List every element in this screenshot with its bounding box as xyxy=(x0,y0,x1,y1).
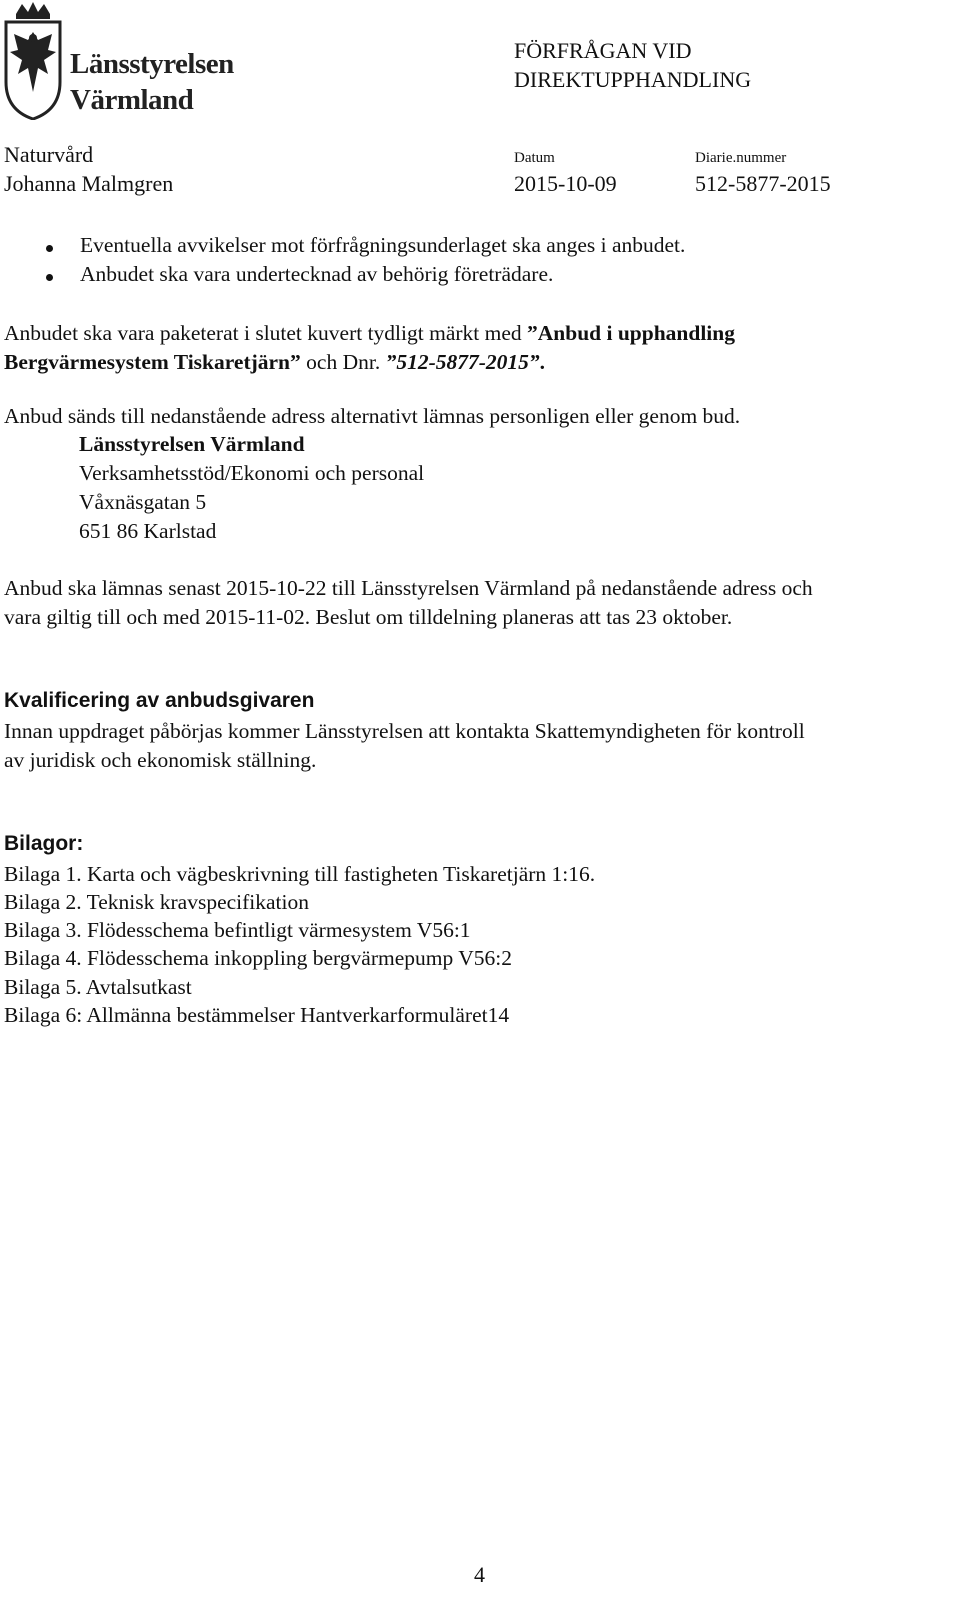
address-street: Våxnäsgatan 5 xyxy=(79,490,207,514)
bullet-item: Eventuella avvikelser mot förfrågningsunderlaget ska anges i anbudet. xyxy=(80,233,686,257)
logo-line-2: Värmland xyxy=(70,84,194,116)
diary-number-label: Diarie.nummer xyxy=(695,150,787,166)
document-type-line-2: DIREKTUPPHANDLING xyxy=(514,67,752,92)
date-value: 2015-10-09 xyxy=(514,171,617,196)
address-unit: Verksamhetsstöd/Ekonomi och personal xyxy=(79,461,425,485)
attachments-heading: Bilagor: xyxy=(4,832,84,855)
packaging-line-2 xyxy=(4,350,545,375)
send-instruction: Anbud sänds till nedanstående adress alternativt lämnas personligen eller genom bud. xyxy=(4,404,741,428)
packaging-mark-1: ”Anbud i upphandling xyxy=(527,321,735,345)
attachment-item: Bilaga 6: Allmänna bestämmelser Hantverkarformuläret14 xyxy=(4,1003,510,1027)
page-number: 4 xyxy=(474,1562,485,1587)
deadline-line-2: vara giltig till och med 2015-11-02. Beslut om tilldelning planeras att tas 23 oktober. xyxy=(4,605,733,629)
date-label: Datum xyxy=(514,150,555,166)
address-city: 651 86 Karlstad xyxy=(79,519,217,543)
deadline-line-1: Anbud ska lämnas senast 2015-10-22 till Länsstyrelsen Värmland på nedanstående adress och xyxy=(4,576,813,600)
attachment-item: Bilaga 3. Flödesschema befintligt värmesystem V56:1 xyxy=(4,918,471,942)
bullet-icon xyxy=(46,245,53,252)
attachment-item: Bilaga 2. Teknisk kravspecifikation xyxy=(4,890,309,914)
qualification-line-2: av juridisk och ekonomisk ställning. xyxy=(4,748,317,772)
coat-of-arms-icon xyxy=(2,2,64,120)
bullet-icon xyxy=(46,274,53,281)
packaging-prefix: Anbudet ska vara paketerat i slutet kuvert tydligt märkt med xyxy=(4,321,528,345)
packaging-line-1 xyxy=(4,321,735,346)
contact-person: Johanna Malmgren xyxy=(4,171,174,196)
packaging-dnr-text: och Dnr. xyxy=(300,350,386,374)
attachment-item: Bilaga 5. Avtalsutkast xyxy=(4,975,192,999)
attachment-item: Bilaga 1. Karta och vägbeskrivning till fastigheten Tiskaretjärn 1:16. xyxy=(4,862,596,886)
packaging-dnr-value: ”512-5877-2015” xyxy=(385,350,540,374)
qualification-line-1: Innan uppdraget påbörjas kommer Länsstyrelsen att kontakta Skattemyndigheten för kontroll xyxy=(4,719,805,743)
lansstyrelsen-logo xyxy=(2,2,242,124)
document-type-line-1: FÖRFRÅGAN VID xyxy=(514,38,692,63)
packaging-mark-2: Bergvärmesystem Tiskaretjärn” xyxy=(4,350,301,374)
department: Naturvård xyxy=(4,142,94,167)
attachment-item: Bilaga 4. Flödesschema inkoppling bergvärmepump V56:2 xyxy=(4,946,512,970)
bullet-item: Anbudet ska vara undertecknad av behörig företrädare. xyxy=(80,262,554,286)
logo-line-1: Länsstyrelsen xyxy=(70,48,234,80)
packaging-end: . xyxy=(539,350,546,374)
address-name: Länsstyrelsen Värmland xyxy=(79,432,305,456)
qualification-heading: Kvalificering av anbudsgivaren xyxy=(4,689,315,712)
diary-number-value: 512-5877-2015 xyxy=(695,171,831,196)
